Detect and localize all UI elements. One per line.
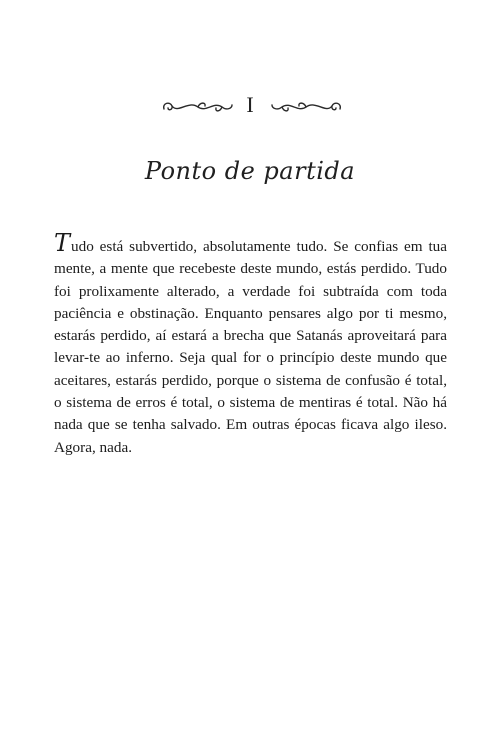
scroll-flourish-icon <box>268 96 344 118</box>
chapter-title: Ponto de partida <box>144 157 356 185</box>
body-paragraph <box>54 229 447 459</box>
scroll-flourish-icon <box>160 96 236 118</box>
chapter-number: I <box>246 92 254 117</box>
paragraph-text: udo está subvertido, absolutamente tudo. Se confias em tua mente, a mente que recebeste deste mundo, estás perdido. Tudo foi prolixamente alterado, a verdade foi subtraída com toda paciência e obstinação. Enquanto pensares algo por ti mesmo, estarás perdido, aí estará a brecha que Satanás aproveitará para levar-te ao inferno. Seja qual for o princípio deste mundo que aceitares, estarás perdido, porque o sistema de confusão é total, o sistema de erros é total, o sistema de mentiras é total. Não há nada que se tenha salvado. Em outras épocas ficava algo ileso. Agora, nada. <box>54 238 447 456</box>
decorative-initial: T <box>54 229 71 257</box>
chapter-header <box>0 86 500 126</box>
